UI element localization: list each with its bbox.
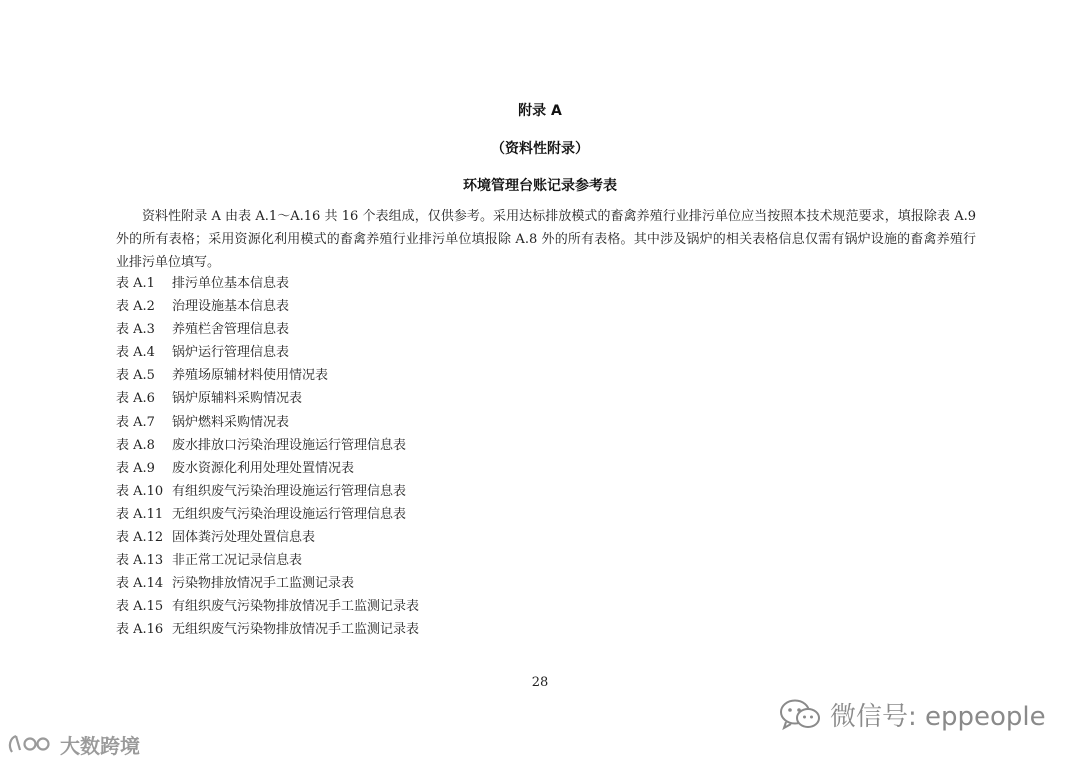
table-code: 表 A.7: [116, 414, 155, 430]
table-code: 表 A.5: [116, 368, 155, 384]
appendix-type: （资料性附录）: [491, 141, 589, 157]
table-list-item: [116, 480, 419, 503]
table-title: 废水资源化利用处理处置情况表: [172, 460, 355, 476]
table-list-item: [116, 341, 419, 364]
table-code: 表 A.16: [116, 622, 164, 638]
table-title: 有组织废气污染物排放情况手工监测记录表: [172, 599, 420, 615]
table-title: 锅炉运行管理信息表: [172, 345, 290, 361]
table-code: 表 A.11: [116, 506, 164, 522]
table-code: 表 A.6: [116, 391, 155, 407]
table-title: 排污单位基本信息表: [172, 276, 290, 291]
section-title: 环境管理台账记录参考表: [463, 178, 617, 194]
table-list-item: [116, 318, 419, 341]
intro-paragraph: [116, 205, 976, 274]
table-code: 表 A.4: [116, 345, 155, 361]
table-list-item: [116, 526, 419, 549]
table-code: 表 A.13: [116, 553, 164, 569]
page-number: 28: [531, 675, 549, 690]
table-title: 养殖栏舍管理信息表: [172, 322, 290, 338]
table-list-item: [116, 618, 419, 641]
table-title: 锅炉原辅料采购情况表: [172, 391, 303, 407]
table-code: 表 A.12: [116, 530, 164, 546]
table-title: 废水排放口污染治理设施运行管理信息表: [172, 437, 407, 453]
table-title: 治理设施基本信息表: [172, 299, 290, 315]
table-code: 表 A.2: [116, 299, 155, 315]
table-title: 养殖场原辅材料使用情况表: [172, 368, 329, 384]
table-list-item: [116, 434, 419, 457]
table-list-item: [116, 549, 419, 572]
wechat-watermark: [778, 694, 1046, 734]
table-list-item: [116, 387, 419, 410]
table-list-item: [116, 457, 419, 480]
table-list-item: [116, 295, 419, 318]
table-code: 表 A.14: [116, 576, 164, 592]
table-title: 污染物排放情况手工监测记录表: [172, 576, 355, 592]
table-code: 表 A.3: [116, 322, 155, 338]
table-title: 非正常工况记录信息表: [172, 553, 303, 569]
table-code: 表 A.9: [116, 460, 155, 476]
table-title: 锅炉燃料采购情况表: [172, 414, 290, 430]
intro-text: 资料性附录 A 由表 A.1～A.16 共 16 个表组成，仅供参考。采用达标排放模式的畜禽养殖行业排污单位应当按照本技术规范要求，填报除表 A.9 外的所有表格；采用资源化利用模式的畜禽养殖行业排污单位填报除 A.8 外的所有表格。其中涉及锅炉的相关表格信息仅需有锅炉设施的畜禽养殖行业排污单位填写。: [116, 209, 976, 270]
table-list-item: [116, 364, 419, 387]
table-code: 表 A.15: [116, 599, 164, 615]
table-title: 无组织废气污染治理设施运行管理信息表: [172, 506, 407, 522]
table-list-item: [116, 572, 419, 595]
table-code: 表 A.8: [116, 437, 155, 453]
table-title: 有组织废气污染治理设施运行管理信息表: [172, 483, 407, 499]
table-title: 固体粪污处理处置信息表: [172, 530, 316, 546]
table-title: 无组织废气污染物排放情况手工监测记录表: [172, 622, 420, 638]
brand-logo-icon: [6, 732, 54, 756]
table-list-item: [116, 272, 419, 295]
brand-watermark: [6, 728, 140, 760]
table-list-item: [116, 503, 419, 526]
table-code: 表 A.1: [116, 276, 155, 291]
appendix-title: 附录 A: [518, 103, 562, 119]
table-list: [116, 272, 419, 642]
table-code: 表 A.10: [116, 483, 164, 499]
wechat-icon: [778, 697, 822, 731]
table-list-item: [116, 411, 419, 434]
table-list-item: [116, 595, 419, 618]
wechat-id-label: 微信号: eppeople: [830, 701, 1046, 732]
brand-name: 大数跨境: [60, 733, 140, 758]
